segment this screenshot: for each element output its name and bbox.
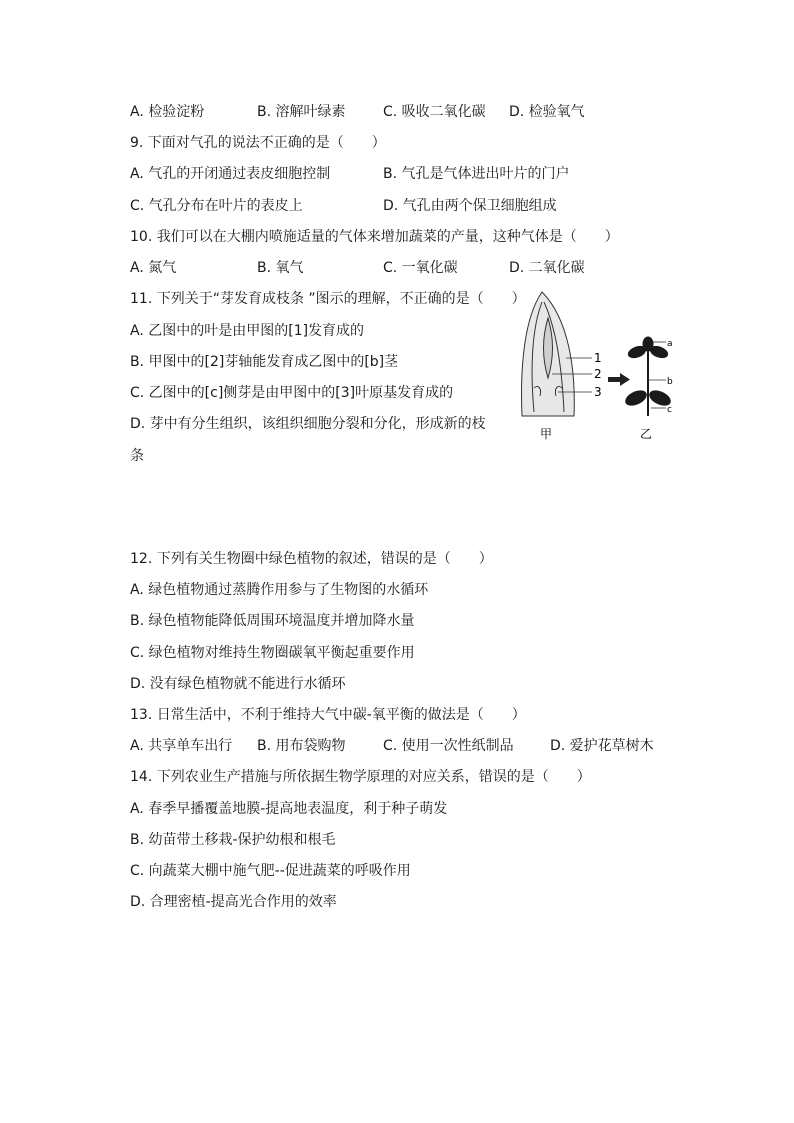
bud-development-figure	[512, 288, 672, 444]
q8-option-b: B. 溶解叶绿素	[257, 104, 346, 120]
q10-stem: 10. 我们可以在大棚内喷施适量的气体来增加蔬菜的产量，这种气体是（ ）	[130, 229, 619, 245]
arrow-icon	[608, 373, 630, 386]
figure-caption-yi: 乙	[640, 427, 653, 441]
q14-option-c: C. 向蔬菜大棚中施气肥--促进蔬菜的呼吸作用	[130, 863, 411, 879]
q11-option-b: B. 甲图中的[2]芽轴能发育成乙图中的[b]茎	[130, 354, 399, 370]
q8-option-d: D. 检验氧气	[509, 104, 585, 120]
q13-option-b: B. 用布袋购物	[257, 738, 346, 754]
q14-option-b: B. 幼苗带土移栽-保护幼根和根毛	[130, 832, 336, 848]
figure-label-1: 1	[594, 351, 602, 365]
figure-label-a: a	[667, 339, 673, 349]
q10-option-a: A. 氮气	[130, 260, 177, 276]
q9-option-d: D. 气孔由两个保卫细胞组成	[383, 198, 557, 214]
q14-option-a: A. 春季早播覆盖地膜-提高地表温度，利于种子萌发	[130, 801, 448, 817]
q14-stem: 14. 下列农业生产措施与所依据生物学原理的对应关系，错误的是（ ）	[130, 769, 591, 785]
q11-option-a: A. 乙图中的叶是由甲图的[1]发育成的	[130, 323, 365, 339]
q13-option-c: C. 使用一次性纸制品	[383, 738, 514, 754]
q13-option-a: A. 共享单车出行	[130, 738, 233, 754]
q9-option-a: A. 气孔的开闭通过表皮细胞控制	[130, 166, 331, 182]
q9-option-c: C. 气孔分布在叶片的表皮上	[130, 198, 303, 214]
q8-option-a: A. 检验淀粉	[130, 104, 205, 120]
q14-option-d: D. 合理密植-提高光合作用的效率	[130, 894, 337, 910]
q8-option-c: C. 吸收二氧化碳	[383, 104, 486, 120]
q12-option-c: C. 绿色植物对维持生物圈碳氧平衡起重要作用	[130, 645, 415, 661]
q10-option-c: C. 一氧化碳	[383, 260, 458, 276]
q11-option-c: C. 乙图中的[c]侧芽是由甲图中的[3]叶原基发育成的	[130, 385, 454, 401]
q10-option-d: D. 二氧化碳	[509, 260, 585, 276]
q11-option-d-wrap: 条	[130, 448, 144, 464]
q12-option-a: A. 绿色植物通过蒸腾作用参与了生物图的水循环	[130, 582, 429, 598]
q12-stem: 12. 下列有关生物圈中绿色植物的叙述，错误的是（ ）	[130, 551, 493, 567]
figure-label-b: b	[667, 377, 673, 387]
figure-label-2: 2	[594, 367, 602, 381]
branch-yi	[623, 337, 672, 416]
q10-option-b: B. 氧气	[257, 260, 304, 276]
bud-diagram	[512, 288, 672, 444]
bud-section-jia	[522, 292, 575, 416]
q11-stem: 11. 下列关于“芽发育成枝条 ”图示的理解，不正确的是（ ）	[130, 291, 526, 307]
q12-option-d: D. 没有绿色植物就不能进行水循环	[130, 676, 346, 692]
q9-stem: 9. 下面对气孔的说法不正确的是（ ）	[130, 135, 386, 151]
q12-option-b: B. 绿色植物能降低周围环境温度并增加降水量	[130, 613, 415, 629]
q11-option-d: D. 芽中有分生组织，该组织细胞分裂和分化，形成新的枝	[130, 416, 486, 432]
figure-label-3: 3	[594, 385, 602, 399]
q13-stem: 13. 日常生活中，不利于维持大气中碳-氧平衡的做法是（ ）	[130, 707, 526, 723]
q9-option-b: B. 气孔是气体进出叶片的门户	[383, 166, 570, 182]
q13-option-d: D. 爱护花草树木	[550, 738, 654, 754]
figure-label-c: c	[667, 405, 672, 415]
figure-caption-jia: 甲	[540, 427, 553, 441]
